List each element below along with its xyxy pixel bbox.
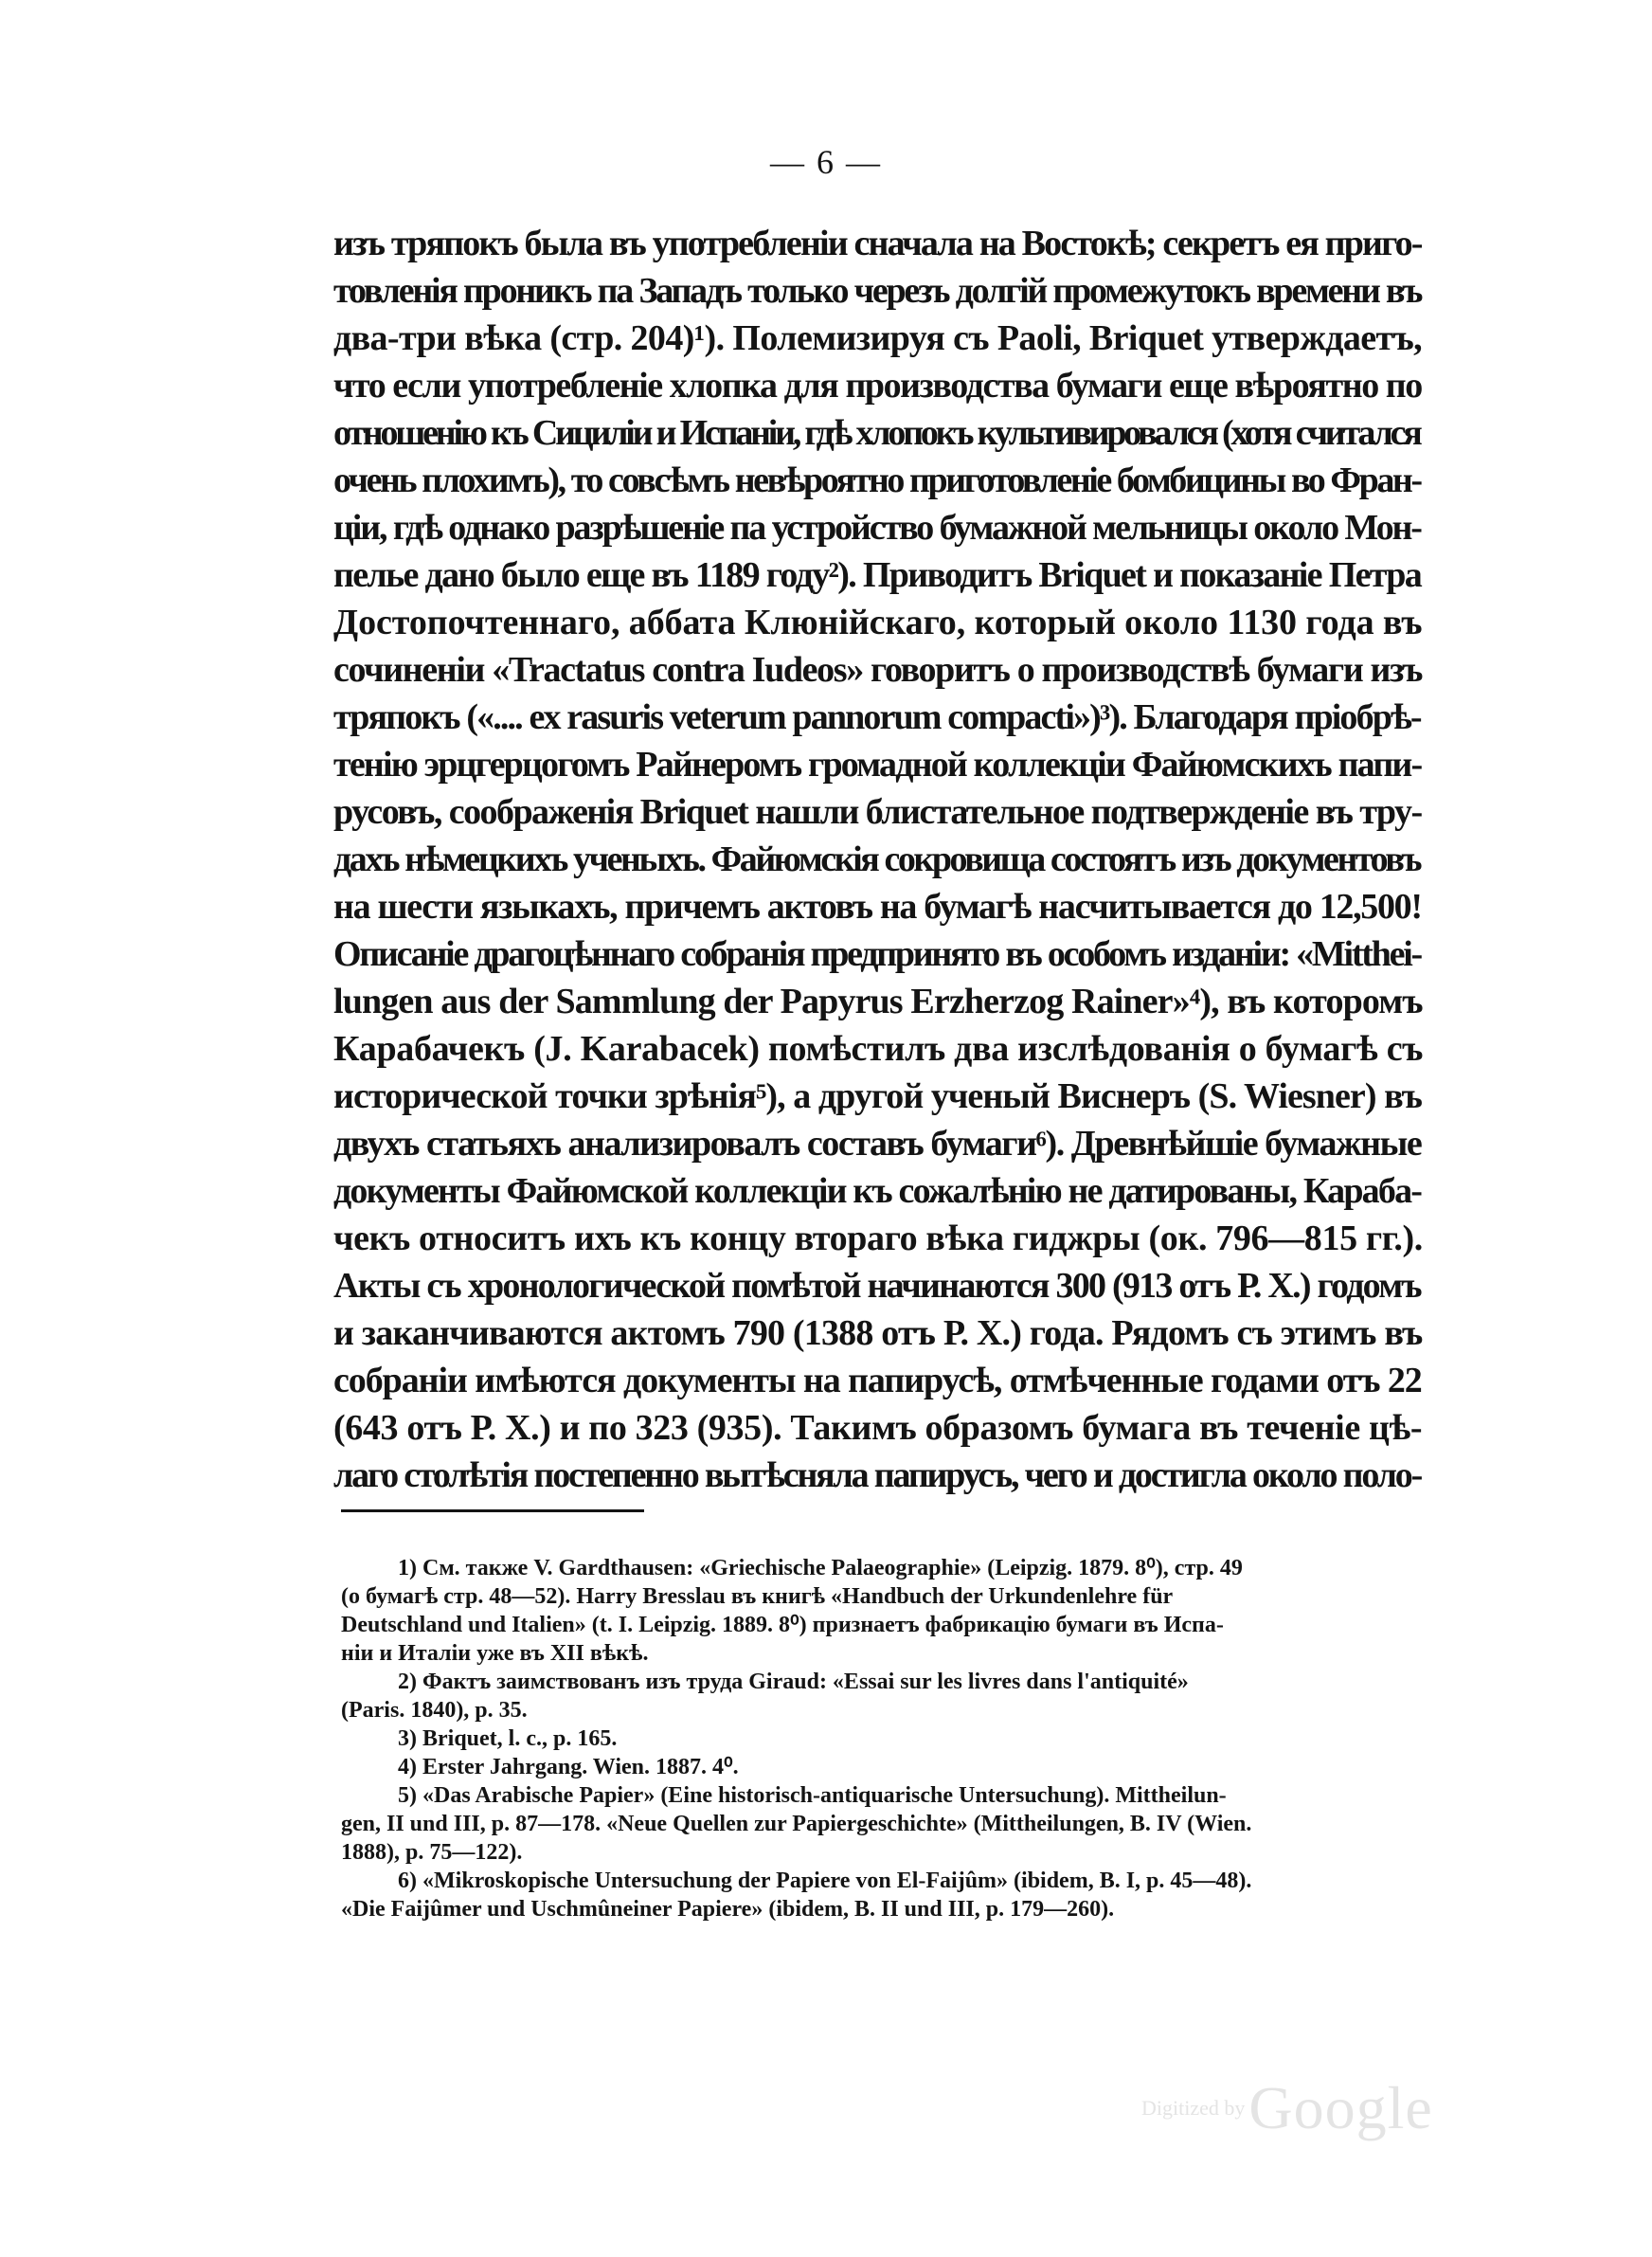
body-text-line: дахъ нѣмецкихъ ученыхъ. Файюмскія сокровища состоятъ изъ документовъ xyxy=(333,840,1421,879)
body-text-line: два-три вѣка (стр. 204)¹). Полемизируя съ Paoli, Briquet утверждаетъ, xyxy=(333,318,1423,358)
footnote-line: 1888), p. 75—122). xyxy=(341,1840,523,1865)
google-logo: Google xyxy=(1248,2074,1433,2141)
footnote-line: 6) «Mikroskopische Untersuchung der Papiere von El-Faijûm» (ibidem, B. I, p. 45—48). xyxy=(398,1869,1252,1893)
body-text-line: Достопочтеннаго, аббата Клюнійскаго, который около 1130 года въ xyxy=(333,603,1423,642)
footnote-line: (о бумагѣ стр. 48—52). Harry Bresslau въ книгѣ «Handbuch der Urkundenlehre für xyxy=(341,1584,1174,1609)
footnote-separator xyxy=(341,1509,644,1512)
footnote-line: ніи и Италіи уже въ XII вѣкѣ. xyxy=(341,1641,649,1666)
body-text-line: лаго столѣтія постепенно вытѣсняла папирусъ, чего и достигла около поло- xyxy=(333,1455,1422,1495)
body-text-line: чекъ относитъ ихъ къ концу втораго вѣка гиджры (ок. 796—815 гг.). xyxy=(333,1219,1423,1258)
body-text-line: двухъ статьяхъ анализировалъ составъ бумаги⁶). Древнѣйшіе бумажные xyxy=(333,1124,1422,1164)
body-text-line: русовъ, соображенія Briquet нашли блистательное подтвержденіе въ тру- xyxy=(333,792,1422,832)
body-text-line: исторической точки зрѣнія⁵), а другой ученый Виснеръ (S. Wiesner) въ xyxy=(333,1076,1422,1116)
body-text-line: Акты съ хронологической помѣтой начинаются 300 (913 отъ Р. Х.) годомъ xyxy=(333,1266,1421,1306)
body-text-line: и заканчиваются актомъ 790 (1388 отъ Р. Х.) года. Рядомъ съ этимъ въ xyxy=(333,1313,1423,1353)
body-text-line: (643 отъ Р. Х.) и по 323 (935). Такимъ образомъ бумага въ теченіе цѣ- xyxy=(333,1408,1423,1448)
watermark-prefix: Digitized by xyxy=(1141,2096,1246,2120)
footnote-line: 4) Erster Jahrgang. Wien. 1887. 4⁰. xyxy=(398,1755,739,1779)
body-text-line: отношенію къ Сициліи и Испаніи, гдѣ хлопокъ культивировался (хотя считался xyxy=(333,413,1420,453)
body-text-line: тенію эрцгерцогомъ Райнеромъ громадной коллекціи Файюмскихъ папи- xyxy=(333,745,1422,785)
body-text-line: очень плохимъ), то совсѣмъ невѣроятно приготовленіе бомбицины во Фран- xyxy=(333,460,1421,500)
footnote-line: 5) «Das Arabische Papier» (Eine historisch-antiquarische Untersuchung). Mittheilun- xyxy=(398,1783,1227,1808)
body-text-line: lungen aus der Sammlung der Papyrus Erzherzog Rainer»⁴), въ которомъ xyxy=(333,982,1423,1021)
body-text-line: изъ тряпокъ была въ употребленіи сначала на Востокѣ; секретъ ея приго- xyxy=(333,224,1422,263)
digitized-watermark xyxy=(1141,2073,1433,2143)
main-text xyxy=(333,220,1423,1499)
footnote-line: «Die Faijûmer und Uschmûneiner Papiere» (ibidem, B. II und III, p. 179—260). xyxy=(341,1897,1115,1922)
body-text-line: сочиненіи «Tractatus contra Iudeos» говоритъ о производствѣ бумаги изъ xyxy=(333,650,1423,690)
body-text-line: документы Файюмской коллекціи къ сожалѣнію не датированы, Караба- xyxy=(333,1171,1422,1211)
footnote-line: Deutschland und Italien» (t. I. Leipzig. 1889. 8⁰) признаетъ фабрикацію бумаги въ Испа- xyxy=(341,1613,1224,1637)
footnote-line: (Paris. 1840), p. 35. xyxy=(341,1698,528,1723)
body-text-line: собраніи имѣются документы на папирусѣ, отмѣченные годами отъ 22 xyxy=(333,1361,1422,1400)
footnote-line: 3) Briquet, l. c., p. 165. xyxy=(398,1726,618,1751)
body-text-line: пелье дано было еще въ 1189 году²). Приводитъ Briquet и показаніе Петра xyxy=(333,555,1422,595)
footnotes xyxy=(341,1554,1419,1923)
body-text-line: на шести языкахъ, причемъ актовъ на бумагѣ насчитывается до 12,500! xyxy=(333,887,1422,927)
body-text-line: Карабачекъ (J. Karabacek) помѣстилъ два изслѣдованія о бумагѣ съ xyxy=(333,1029,1424,1069)
body-text-line: Описаніе драгоцѣннаго собранія предпринято въ особомъ изданіи: «Mitthei- xyxy=(333,934,1421,974)
footnote-line: gen, II und III, p. 87—178. «Neue Quellen zur Papiergeschichte» (Mittheilungen, B. IV (Wien. xyxy=(341,1812,1252,1836)
footnote-line: 1) См. также V. Gardthausen: «Griechische Palaeographie» (Leipzig. 1879. 8⁰), стр. 49 xyxy=(398,1556,1243,1580)
body-text-line: товленія проникъ па Западъ только черезъ долгій промежутокъ времени въ xyxy=(333,271,1422,311)
footnote-line: 2) Фактъ заимствованъ изъ труда Giraud: «Essai sur les livres dans l'antiquité» xyxy=(398,1670,1189,1694)
body-text-line: что если употребленіе хлопка для производства бумаги еще вѣроятно по xyxy=(333,366,1422,406)
body-text-line: тряпокъ («.... ex rasuris veterum pannorum compacti»)³). Благодаря пріобрѣ- xyxy=(333,697,1421,737)
body-text-line: ціи, гдѣ однако разрѣшеніе па устройство бумажной мельницы около Мон- xyxy=(333,508,1421,548)
page-number: — 6 — xyxy=(770,143,882,181)
